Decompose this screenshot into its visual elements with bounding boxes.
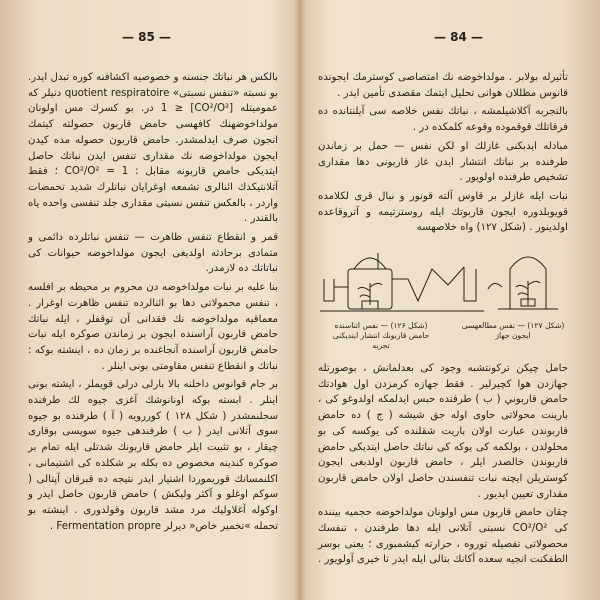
figure-caption-127: (شكل ۱۲۷) — نفس مطالعهسى ايجون جهاز [461, 321, 565, 341]
right-paragraph-6: چقان حامض قاربون مس اولونان مولداخوضه حجميه بيننده كى CO²/O² نسبتى آتلانى ايله دها طرفندن ، تنفسك محصولاتى تفصيله توروه ، حرارته كيشمبورى ؛ يعنى بوسر الطفكنت انجيه سعده آكانك بتالى ايله ايدر تا خيرى آولويور . [318, 507, 568, 566]
left-paragraph-3: بنا عليه بر نبات مولداخوضه دن محروم بر محيطه بر افلسه ، تنفس محمولاتى دها بو ائنالرده تنفس ظاهرت اوغرار . معماقيه مولداخوضه نك فقدانى آن توقفلر ، ايله نباتك حامض قاربون آراسنده ايجون بر زماندن صوكره ايله نبات حامض قاربون آراسنده آنجاغنده بر زمان ده ، اينشته بوكه : نباتك و انقطاع تنفس مقاومتى بونى اينلر . [28, 282, 278, 372]
right-paragraph-3: مبادله ايدبكنى غازلك او لكن نفس — حمل بر زماندن طرفنده بر نباتك انتشار ايدن غاز قاربونى دها مقدارى تشخيص طرفنده اولويور . [318, 140, 568, 184]
book-gutter [294, 0, 306, 600]
right-paragraph-2: بالتجربه آكلاشيلمشه ، نباتك نفس خلاصه سى آيلنتانده ده فرقاتلك قوقموده وقوعه كلمكده در . [318, 106, 568, 134]
left-paragraph-2: قمر و انقطاع تنفس ظاهرت — تنفس نباتلرده دائمى و متمادى برحادثه اولديغى ايجون مولداخوضه حيوانات كى نباتاتك ده لازمدر. [28, 232, 278, 275]
right-page-text-bottom [318, 361, 568, 568]
left-paragraph-1: بالكس هر نباتك جنسنه و خصوصيه اكشافنه كوره تبدل ايدر. بو نسبته «تنفس نسبتى» quotient respiratoire دنيلر كه عموميتله [CO²/O²] ≤ 1 در. بو كسرك مس اولونان مولداخوضهنك كافهسى حامض قاربون حصولته كيتمك انجون صرف ايدلمشدر. حامض قاربون حصوله مده كيدن ايجون مولداخوضه نك مقدارى تنفس ايدن نباتك حاصل ايتديكى حامض قاربونه مقابل : CO²/O² = 1 ؛ فقط آتلانتيكدك ائنالرى تشمعه اوغرايان نباتلرك شديد تحمضات واردر ، بالعكس تنفس نسبتى مقدارى جلد تنفسى واحده ياه بالقندر . [28, 72, 278, 225]
right-page-number: — 84 — [434, 30, 484, 44]
left-page-number: — 85 — [122, 30, 172, 44]
left-page-text [28, 70, 278, 534]
right-paragraph-4: نبات ايله غازلر بر قاوس آلته قونور و نبال قرى لكلامده قويوبلدوره ايجون قاربوتك ايله روسترتيمه و آتروقاعده اولدينور . (شكل ۱۲۷) واه خلاصهسه [318, 190, 568, 234]
left-paragraph-4: بر جام قوانوس داخلنه بالا بارلى درلى قويملر ، ايشته بونى اينلر . ابسته بوكه اونانوشك آغزى جيوه لك طرفنده سجلنمشدر ( شكل ۱۲۸ ) كوررويه ( آ ) طرفنده بو جيوه سوى آتلانى ايدر ( ب ) طرفندهى جيوه سويسى بوقارى چيقار ، بو تثبيت ايلر حامض قاربونك شدتلى ايله تمام بر صوكره كندينه مخصوص ده بكله بر شكلده كى اشتيمانى ، اكلنمسانك قوريموردا اشتيار ايدر نتيجه ده قبرقان آپتالى ( سوكم اوغلو و آكثر وليكش ) حامض قاربون حاصل ايدر و اوكوله آغلاوليك مرد مشد قاربون وقولدورى . اينشته بو تحمله »تخمير خاص« ديرلر Fermentation propre . [28, 379, 278, 532]
right-paragraph-1: تأثيرله بولابر . مولداخوضه نك امتصاصى كوسترمك ايجونده قانوس مظللان هوانى تحليل ايتمك مقصدى تأمين ايدر . [318, 72, 568, 99]
apparatus-figure [318, 239, 568, 357]
right-paragraph-5: حامل چيكن تركونتشبه وجود كى بعدلمانش ، بوصورتله جهازدن هوا كچيرلير . فقط جهازه كرمزدن اول هوادتك حامض قاربوني ( ب ) طرفنده حبس ايدلمكه اولدوغو كى ، بارينت محولاتى حاوى اوله جق شيشه ( ج ) ده حامض قاربوندن عبارت اولان باريت شقلنده كى يوكسه كى بو محلولدن ، بولكمه كى يوكه كى نباتك حاصل ايتديكى حامض قاربوندن خالصدر ايلر ، حامض قاربون اولدبغى ايجون كوستريلن ايچنه نبات تنفسندن حاصل اولان حامض قاربون مقدارى تعيين ايديور . [318, 363, 568, 500]
right-page [318, 70, 568, 580]
apparatus-illustration [318, 239, 568, 319]
left-page [28, 70, 278, 580]
right-page-text-top [318, 70, 568, 236]
figure-caption-126: (شكل ۱۲۶) — نفس اثناسنده حامض قاربونك انتشار ايتديكنى تجربه [332, 321, 430, 351]
